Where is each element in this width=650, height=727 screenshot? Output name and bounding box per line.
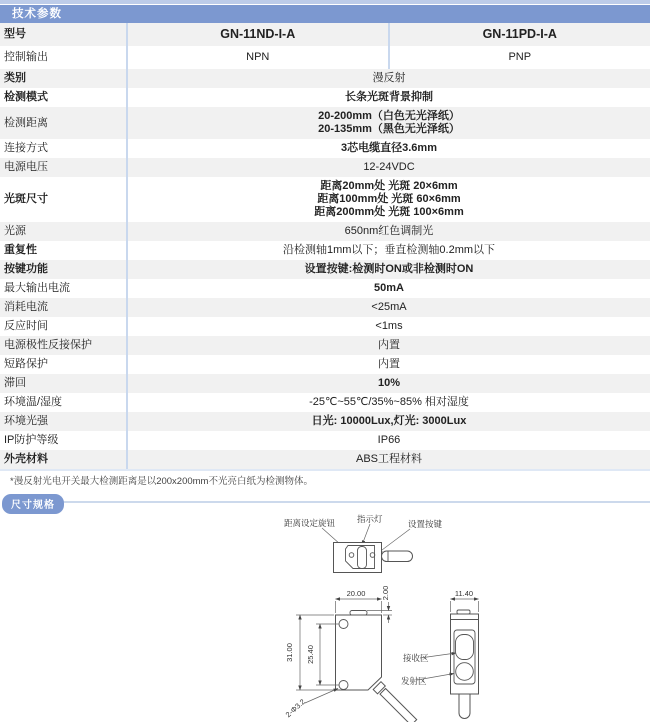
spec-value: <1ms (127, 317, 650, 336)
spec-label: 电源电压 (0, 158, 127, 177)
front-view-body (451, 614, 479, 694)
spec-value: 日光: 10000Lux,灯光: 3000Lux (127, 412, 650, 431)
dim-bump-label: 2.00 (381, 586, 390, 601)
table-row (0, 107, 650, 139)
table-row (0, 46, 650, 69)
top-view-cable (382, 551, 413, 562)
spec-label: 控制输出 (0, 46, 127, 69)
table-row (0, 412, 650, 431)
spec-value: 10% (127, 374, 650, 393)
table-row (0, 158, 650, 177)
dims-section-header (0, 492, 650, 514)
spec-value: <25mA (127, 298, 650, 317)
spec-value: IP66 (127, 431, 650, 450)
dim-holes-label: 25.40 (306, 645, 315, 664)
spec-value: 漫反射 (127, 69, 650, 88)
section-divider-line (52, 501, 650, 503)
spec-value: 3芯电缆直径3.6mm (127, 139, 650, 158)
front-view-bump (457, 610, 470, 614)
table-row (0, 336, 650, 355)
table-row (0, 23, 650, 46)
spec-label: 消耗电流 (0, 298, 127, 317)
emitter-label: 发射区 (401, 676, 427, 686)
spec-value: NPN (127, 46, 389, 69)
table-row (0, 279, 650, 298)
spec-label: 反应时间 (0, 317, 127, 336)
table-row (0, 355, 650, 374)
spec-value: 内置 (127, 336, 650, 355)
spec-label: 光斑尺寸 (0, 177, 127, 222)
button-label: 设置按键 (408, 519, 443, 529)
side-view (284, 586, 417, 722)
knob-label: 距离设定旋钮 (284, 518, 336, 528)
button-leader-line (378, 529, 410, 553)
spec-value: ABS工程材料 (127, 450, 650, 470)
section-title-tech: 技术参数 (0, 5, 650, 23)
front-dim-width-label: 11.40 (455, 589, 473, 598)
hole-note-label: 2-Φ3.2 (284, 697, 307, 719)
led-label: 指示灯 (357, 514, 383, 524)
table-row (0, 374, 650, 393)
spec-label: IP防护等级 (0, 431, 127, 450)
spec-label: 环境光强 (0, 412, 127, 431)
spec-value: 距离20mm处 光斑 20×6mm 距离100mm处 光斑 60×6mm 距离200mm处 光斑 100×6mm (127, 177, 650, 222)
side-view-body (336, 615, 382, 690)
spec-value: 650nm红色调制光 (127, 222, 650, 241)
top-view (284, 514, 443, 573)
spec-label: 外壳材料 (0, 450, 127, 470)
spec-label: 连接方式 (0, 139, 127, 158)
spec-value: 设置按键:检测时ON或非检测时ON (127, 260, 650, 279)
spec-value: 沿检测轴1mm以下；垂直检测轴0.2mm以下 (127, 241, 650, 260)
table-row (0, 393, 650, 412)
spec-value: 12-24VDC (127, 158, 650, 177)
front-view (401, 589, 479, 719)
side-view-cable (380, 689, 417, 723)
table-row (0, 88, 650, 107)
front-view-cable (459, 694, 470, 719)
table-row (0, 450, 650, 470)
table-row (0, 298, 650, 317)
section-title-dims: 尺寸规格 (2, 494, 64, 514)
spec-label: 重复性 (0, 241, 127, 260)
table-row (0, 431, 650, 450)
spec-value: 20-200mm（白色无光泽纸） 20-135mm（黑色无光泽纸） (127, 107, 650, 139)
dim-height-label: 31.00 (285, 643, 294, 662)
spec-label: 型号 (0, 23, 127, 46)
spec-table (0, 23, 650, 471)
led-leader-line (362, 524, 370, 545)
spec-value: PNP (389, 46, 650, 69)
table-row (0, 317, 650, 336)
spec-value: 50mA (127, 279, 650, 298)
dimension-drawing-svg (0, 514, 650, 722)
spec-value: GN-11PD-I-A (389, 23, 650, 46)
footnote: *漫反射光电开关最大检测距离是以200x200mm不光亮白纸为检测物体。 (0, 471, 650, 490)
side-view-bump (350, 611, 367, 616)
table-row (0, 260, 650, 279)
receiver-label: 接收区 (403, 653, 429, 663)
spec-table-body (0, 23, 650, 470)
table-row (0, 139, 650, 158)
hole-note-leader (305, 689, 338, 704)
spec-label: 检测模式 (0, 88, 127, 107)
spec-label: 滞回 (0, 374, 127, 393)
dim-width-label: 20.00 (347, 589, 366, 598)
spec-value: GN-11ND-I-A (127, 23, 389, 46)
spec-label: 短路保护 (0, 355, 127, 374)
spec-value: -25℃~55℃/35%~85% 相对湿度 (127, 393, 650, 412)
spec-value: 长条光斑背景抑制 (127, 88, 650, 107)
spec-value: 内置 (127, 355, 650, 374)
spec-label: 按键功能 (0, 260, 127, 279)
table-row (0, 241, 650, 260)
table-row (0, 177, 650, 222)
top-accent-strip (0, 0, 650, 4)
spec-label: 类别 (0, 69, 127, 88)
spec-label: 检测距离 (0, 107, 127, 139)
dimension-drawing (0, 514, 650, 722)
table-row (0, 69, 650, 88)
spec-label: 环境温/湿度 (0, 393, 127, 412)
spec-label: 最大输出电流 (0, 279, 127, 298)
spec-label: 电源极性反接保护 (0, 336, 127, 355)
table-row (0, 222, 650, 241)
spec-label: 光源 (0, 222, 127, 241)
